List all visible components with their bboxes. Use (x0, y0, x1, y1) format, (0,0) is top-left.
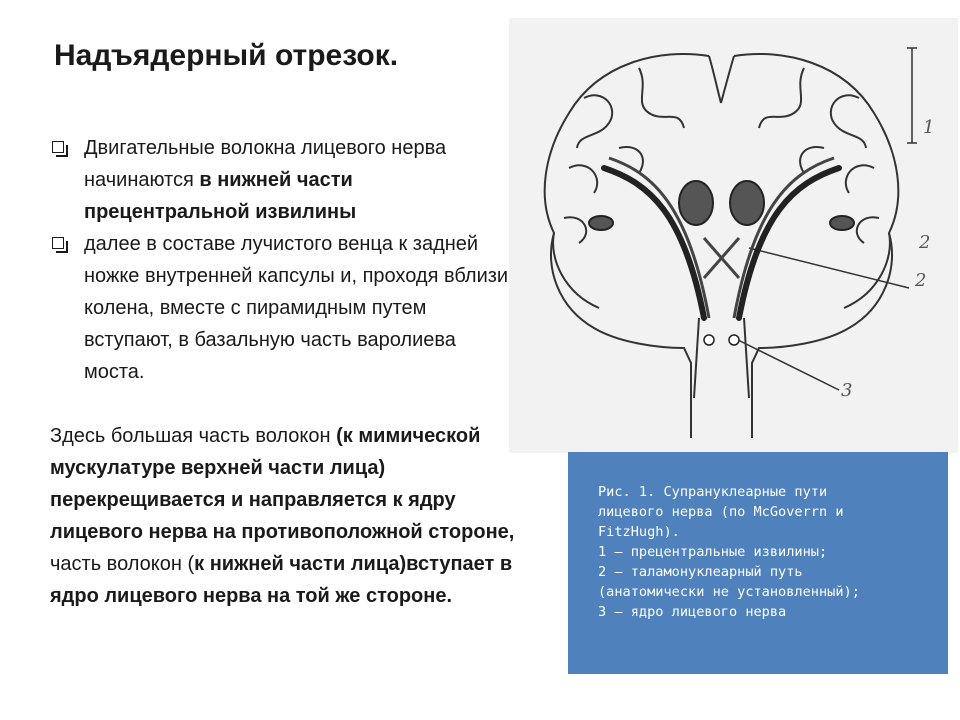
figure-caption (568, 452, 948, 674)
bullet-text: далее в составе лучистого венца к задней ножке внутренней капсулы и, проходя вблизи колена, вместе с пирамидным путем вступают, в базальную часть варолиева моста. (84, 233, 509, 383)
brain-section-figure (509, 18, 958, 453)
lentiform-nucleus (589, 216, 613, 230)
label-2: 2 (915, 270, 927, 291)
caption-line: FitzHugh). (598, 524, 680, 540)
bullet-list (50, 132, 520, 388)
caption-line: 1 — прецентральные извилины; (598, 544, 828, 560)
thalamus-nucleus (730, 181, 764, 225)
para-text: часть волокон ( (50, 553, 195, 575)
brainstem (694, 318, 749, 398)
bracket-1 (907, 48, 917, 143)
body-paragraph (50, 420, 520, 612)
caption-line: (анатомически не установленный); (598, 584, 860, 600)
bullet-item (50, 228, 520, 388)
caption-line: 3 — ядро лицевого нерва (598, 604, 787, 620)
bullet-text: Двигательные волокна лицевого нерва начинаются (84, 137, 447, 191)
label-3: 3 (841, 380, 853, 401)
gyri (759, 68, 824, 173)
gyri (619, 68, 684, 173)
temporal-lobe (844, 233, 890, 308)
slide-title: Надъядерный отрезок. (54, 39, 399, 72)
midline-fissure (709, 56, 734, 103)
crossing-fiber (704, 238, 739, 278)
caption-line: 2 — таламонуклеарный путь (598, 564, 803, 580)
facial-nucleus (704, 335, 714, 345)
temporal-lobe (553, 233, 599, 308)
para-text: Здесь большая часть волокон (50, 425, 337, 447)
brain-diagram (509, 18, 958, 453)
bullet-text-bold: в нижней части прецентральной извилины (84, 169, 357, 223)
para-text-bold: (к мимической мускулатуре верхней части лица) перекрещивается и направляется к ядру лицевого нерва на противоположной стороне, (50, 425, 515, 543)
bullet-item (50, 132, 520, 228)
para-text-bold: к нижней части лица)вступает в ядро лицевого нерва на той же стороне. (50, 553, 513, 607)
label-2-upper: 2 (919, 232, 931, 253)
caption-line: лицевого нерва (по McGoverrn и (598, 504, 844, 520)
caption-line: Рис. 1. Супрануклеарные пути (598, 484, 828, 500)
label-1: 1 (923, 117, 935, 138)
thalamus-nucleus (679, 181, 713, 225)
checkbox-bullet-icon (52, 237, 64, 249)
lentiform-nucleus (830, 216, 854, 230)
checkbox-bullet-icon (52, 141, 64, 153)
facial-nucleus (729, 335, 739, 345)
